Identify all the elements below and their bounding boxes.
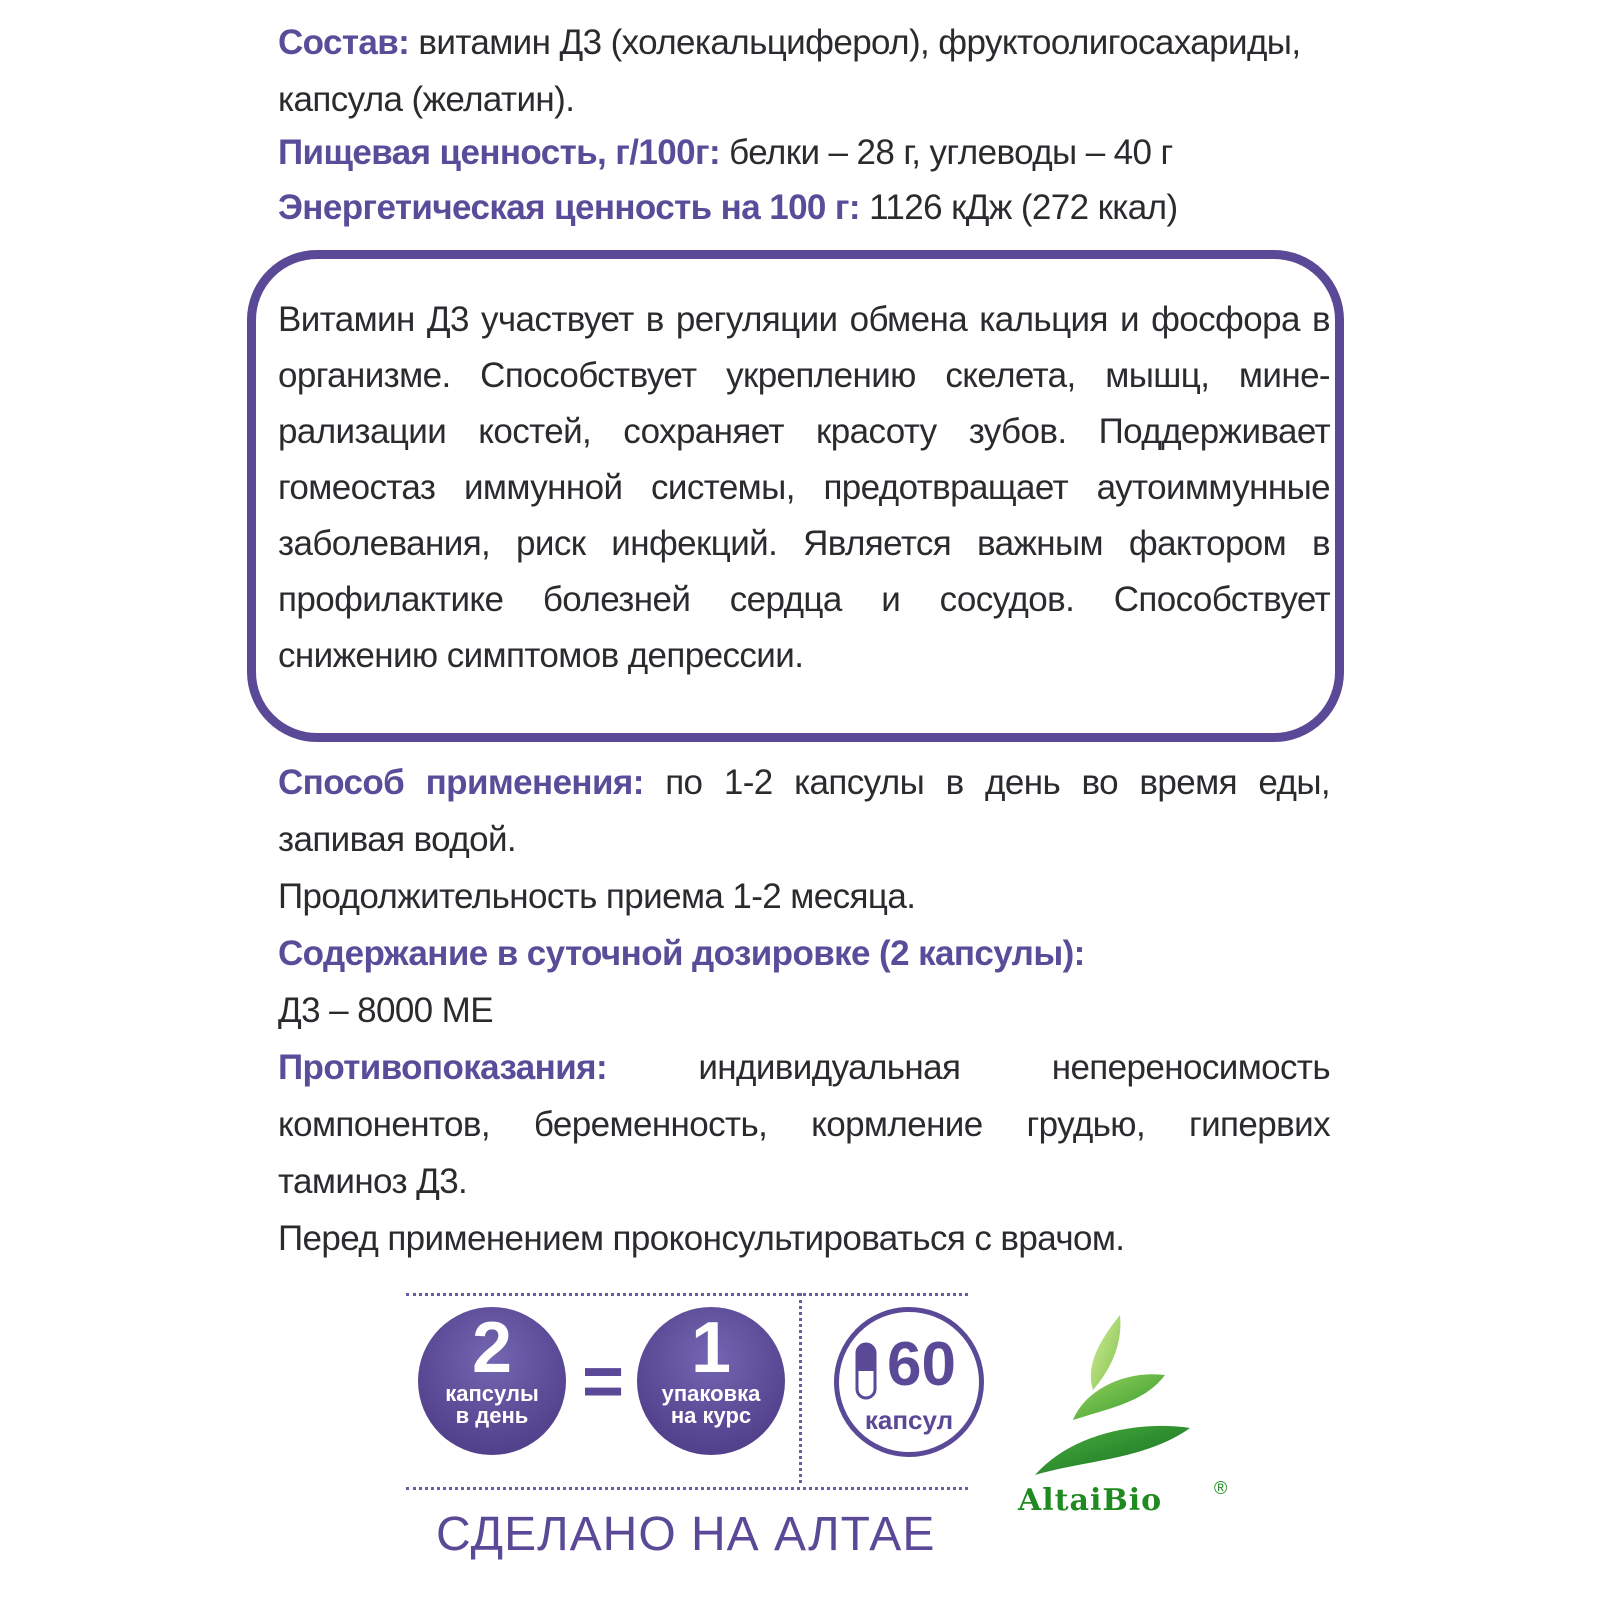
divider-vertical	[799, 1293, 802, 1483]
contra-consult: Перед применением проконсультироваться с врачом.	[278, 1219, 1125, 1258]
contra-label: Противопоказания:	[278, 1048, 607, 1087]
energy-text: 1126 кДж (272 ккал)	[869, 188, 1178, 227]
course-badge	[637, 1307, 785, 1455]
description-line: гомеостаз иммунной системы, предотвращает аутоиммунные	[278, 468, 1330, 507]
nutrition-line	[278, 125, 1330, 181]
composition-line-1	[278, 15, 1330, 71]
description-line: организме. Способствует укреплению скелета, мышц, мине-	[278, 356, 1330, 395]
capsule-icon	[855, 1342, 877, 1400]
per-day-label-1: капсулы	[445, 1381, 539, 1406]
composition-text-2: капсула (желатин).	[278, 80, 575, 119]
registered-mark: ®	[1214, 1478, 1228, 1498]
course-label-2: на курс	[670, 1403, 752, 1428]
description-line: рализации костей, сохраняет красоту зубов. Поддерживает	[278, 412, 1330, 451]
nutrition-text: белки – 28 г, углеводы – 40 г	[729, 133, 1173, 172]
contra-line-1	[278, 1040, 1330, 1096]
capsule-count-badge	[834, 1307, 984, 1457]
divider-top	[406, 1293, 968, 1296]
per-day-number: 2	[471, 1308, 513, 1388]
dosage-text: Д3 – 8000 МЕ	[278, 991, 493, 1030]
description-line: Витамин Д3 участвует в регуляции обмена кальция и фосфора в	[278, 300, 1330, 339]
per-day-badge	[418, 1307, 566, 1455]
energy-line	[278, 180, 1330, 236]
composition-text: витамин Д3 (холекальциферол), фруктоолигосахариды,	[418, 23, 1301, 62]
contra-text-2: компонентов, беременность, кормление грудью, гипервиx	[278, 1105, 1330, 1144]
energy-label: Энергетическая ценность на 100 г:	[278, 188, 860, 227]
usage-duration: Продолжительность приема 1-2 месяца.	[278, 877, 916, 916]
altaibio-leaf-logo	[1015, 1310, 1245, 1510]
description-line: профилактике болезней сердца и сосудов. Способствует	[278, 580, 1330, 619]
brand-name: AltaiBio	[1018, 1483, 1163, 1518]
course-number: 1	[690, 1308, 732, 1388]
composition-label: Состав:	[278, 23, 410, 62]
nutrition-label: Пищевая ценность, г/100г:	[278, 133, 721, 172]
dosage-label-text: Содержание в суточной дозировке (2 капсулы):	[278, 934, 1085, 973]
dosage-label	[278, 926, 1330, 982]
divider-bottom	[406, 1487, 968, 1490]
usage-text: по 1-2 капсулы в день во время еды,	[665, 763, 1330, 802]
description-text	[278, 292, 1330, 684]
usage-text-2: запивая водой.	[278, 820, 517, 859]
equals-sign: =	[582, 1342, 625, 1422]
description-line: снижению симптомов депрессии.	[278, 636, 804, 675]
course-label-1: упаковка	[661, 1381, 761, 1406]
capsule-count-label: капсул	[864, 1405, 954, 1435]
capsule-count: 60	[887, 1330, 956, 1399]
usage-label: Способ применения:	[278, 763, 644, 802]
usage-line-1	[278, 755, 1330, 811]
contra-text: индивидуальная непереносимость	[698, 1048, 1330, 1087]
per-day-label-2: в день	[455, 1403, 529, 1428]
contra-text-3: таминоз Д3.	[278, 1162, 468, 1201]
description-line: заболевания, риск инфекций. Является важным фактором в	[278, 524, 1330, 563]
made-in-text: СДЕЛАНО НА АЛТАЕ	[436, 1508, 936, 1561]
